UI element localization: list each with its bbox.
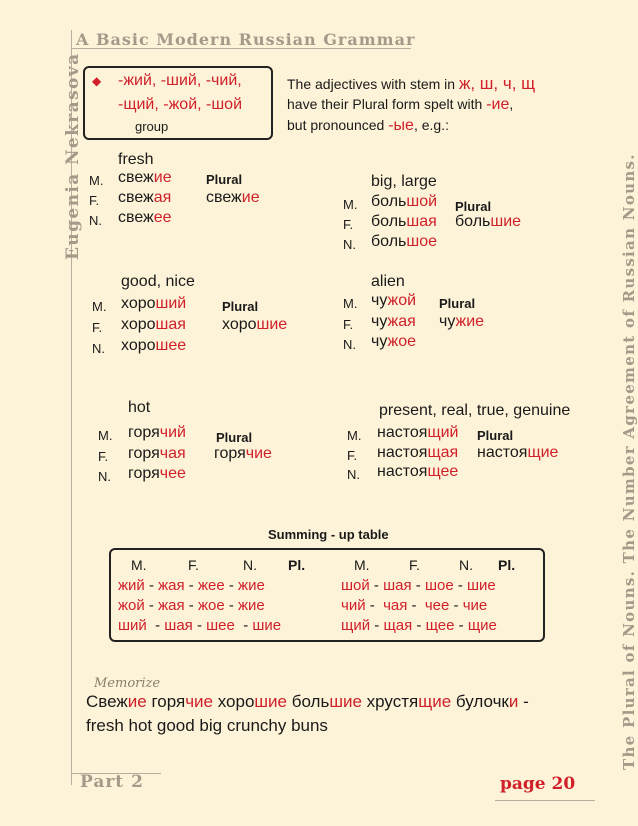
masc-label: M. <box>92 299 107 314</box>
masc-label: M. <box>343 197 358 212</box>
present-neut: настоящее <box>377 463 459 480</box>
summary-row: щий - щая - щее - щие <box>341 617 497 634</box>
good-title: good, nice <box>121 273 195 290</box>
fem-label: F. <box>92 320 103 335</box>
masc-label: M. <box>343 296 358 311</box>
summary-header: M. <box>354 557 370 573</box>
big-masc: большой <box>371 193 438 210</box>
alien-title: alien <box>371 273 405 290</box>
neut-label: N. <box>347 467 360 482</box>
present-plural-label: Plural <box>477 428 514 443</box>
group-label: group <box>135 119 169 134</box>
fresh-fem: свежая <box>118 189 172 206</box>
summary-header: Pl. <box>498 557 516 573</box>
summary-row: ший - шая - шее - шие <box>118 617 282 634</box>
present-masc: настоящий <box>377 424 459 441</box>
good-neut: хорошее <box>121 337 187 354</box>
fem-label: F. <box>89 193 100 208</box>
hot-neut: горячее <box>128 465 186 482</box>
summary-header: F. <box>409 557 420 573</box>
summary-header: Pl. <box>288 557 306 573</box>
footer-rule-right <box>495 800 595 801</box>
fem-label: F. <box>343 217 354 232</box>
neut-label: N. <box>89 213 102 228</box>
endings-line-2: -щий, -жой, -шой <box>118 96 243 113</box>
fresh-title: fresh <box>118 151 154 168</box>
summary-header: N. <box>243 557 257 573</box>
big-title: big, large <box>371 173 437 190</box>
big-plural-label: Plural <box>455 199 492 214</box>
masc-label: M. <box>89 173 104 188</box>
summary-title: Summing - up table <box>268 527 389 542</box>
summary-row: шой - шая - шое - шие <box>341 577 496 594</box>
summary-header: F. <box>188 557 199 573</box>
alien-neut: чужое <box>371 333 417 350</box>
memorize-translation: fresh hot good big crunchy buns <box>86 716 328 735</box>
intro-line-2: have their Plural form spelt with -ие, <box>287 96 514 113</box>
good-plural: хорошие <box>222 316 288 333</box>
summary-row: жий - жая - жее - жие <box>118 577 265 594</box>
bullet-icon: ◆ <box>92 74 102 88</box>
author-side-label: Eugenia Nekrasova <box>63 52 83 260</box>
memorize-label: Memorize <box>94 676 161 691</box>
present-plural: настоящие <box>477 444 559 461</box>
neut-label: N. <box>92 341 105 356</box>
fem-label: F. <box>98 449 109 464</box>
neut-label: N. <box>343 337 356 352</box>
page-header-title: A Basic Modern Russian Grammar <box>76 30 416 49</box>
neut-label: N. <box>343 237 356 252</box>
summary-row: чий - чая - чее - чие <box>341 597 488 614</box>
good-masc: хороший <box>121 295 187 312</box>
alien-masc: чужой <box>371 292 417 309</box>
big-fem: большая <box>371 213 437 230</box>
summary-header: M. <box>131 557 147 573</box>
summary-header: N. <box>459 557 473 573</box>
part-label: Part 2 <box>80 772 144 792</box>
fem-label: F. <box>347 448 358 463</box>
summary-row: жой - жая - жое - жие <box>118 597 265 614</box>
fem-label: F. <box>343 317 354 332</box>
fresh-plural: свежие <box>206 189 260 206</box>
hot-plural: горячие <box>214 445 272 462</box>
fresh-neut: свежее <box>118 209 172 226</box>
good-plural-label: Plural <box>222 299 259 314</box>
alien-plural: чужие <box>439 313 485 330</box>
memorize-sentence: Свежие горячие хорошие большие хрустящие булочки - <box>86 692 529 711</box>
hot-title: hot <box>128 399 151 416</box>
hot-masc: горячий <box>128 424 186 441</box>
present-fem: настоящая <box>377 444 459 461</box>
present-title: present, real, true, genuine <box>379 402 571 419</box>
alien-fem: чужая <box>371 313 416 330</box>
endings-line-1: -жий, -ший, -чий, <box>118 72 242 89</box>
fresh-masc: свежие <box>118 169 172 186</box>
fresh-plural-label: Plural <box>206 172 243 187</box>
hot-fem: горячая <box>128 445 186 462</box>
intro-line-3: but pronounced -ые, e.g.: <box>287 117 449 134</box>
chapter-side-label: The Plural of Nouns. The Number Agreement of Russian Nouns. <box>620 153 638 770</box>
neut-label: N. <box>98 469 111 484</box>
masc-label: M. <box>98 428 113 443</box>
page-number: page 20 <box>500 774 576 794</box>
masc-label: M. <box>347 428 362 443</box>
good-fem: хорошая <box>121 316 186 333</box>
intro-line-1: The adjectives with stem in ж, ш, ч, щ <box>287 74 536 93</box>
big-plural: большие <box>455 213 522 230</box>
big-neut: большое <box>371 233 438 250</box>
alien-plural-label: Plural <box>439 296 476 311</box>
hot-plural-label: Plural <box>216 430 253 445</box>
